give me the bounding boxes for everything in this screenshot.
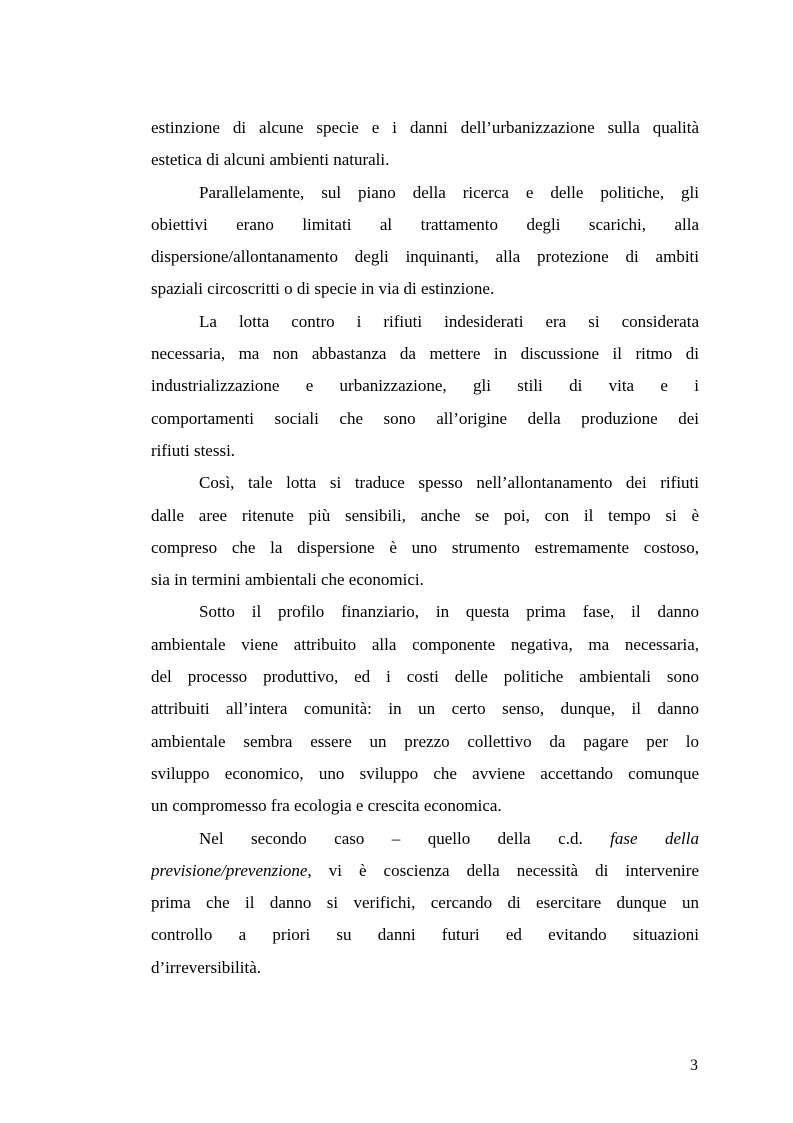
text-line: comportamenti sociali che sono all’origine della produzione dei [151, 408, 699, 428]
text-line: attribuiti all’intera comunità: in un certo senso, dunque, il danno [151, 699, 699, 719]
text-line: sia in termini ambientali che economici. [151, 570, 424, 590]
text-line: La lotta contro i rifiuti indesiderati era si considerata [199, 311, 699, 331]
text-line [151, 855, 699, 887]
text-line: un compromesso fra ecologia e crescita economica. [151, 796, 502, 816]
text-line: prima che il danno si verifichi, cercando di esercitare dunque un [151, 893, 699, 913]
text-line: spaziali circoscritti o di specie in via di estinzione. [151, 279, 495, 299]
text-line: estinzione di alcune specie e i danni dell’urbanizzazione sulla qualità [151, 118, 699, 137]
text-line: dalle aree ritenute più sensibili, anche se poi, con il tempo si è [151, 505, 699, 525]
text-line: ambientale viene attribuito alla componente negativa, ma necessaria, [151, 634, 699, 654]
text-line: industrializzazione e urbanizzazione, gli stili di vita e i [151, 376, 699, 396]
text-line: Parallelamente, sul piano della ricerca e delle politiche, gli [199, 182, 699, 202]
text-line: Così, tale lotta si traduce spesso nell’allontanamento dei rifiuti [199, 473, 699, 493]
page-number: 3 [690, 1057, 698, 1074]
text-line: estetica di alcuni ambienti naturali. [151, 150, 390, 170]
text-segment: Nel secondo caso – quello della c.d. [199, 828, 583, 848]
text-line: controllo a priori su danni futuri ed evitando situazioni [151, 925, 699, 945]
text-line: rifiuti stessi. [151, 440, 236, 460]
text-line [151, 823, 699, 855]
italic-term: previsione/prevenzione [151, 860, 308, 880]
text-line: del processo produttivo, ed i costi delle politiche ambientali sono [151, 667, 699, 687]
text-line: dispersione/allontanamento degli inquinanti, alla protezione di ambiti [151, 247, 699, 267]
text-line: compreso che la dispersione è uno strumento estremamente costoso, [151, 537, 699, 557]
italic-term: fase della [610, 828, 699, 848]
text-line: necessaria, ma non abbastanza da mettere in discussione il ritmo di [151, 344, 699, 364]
text-line: obiettivi erano limitati al trattamento degli scarichi, alla [151, 214, 699, 234]
text-line: ambientale sembra essere un prezzo collettivo da pagare per lo [151, 731, 699, 751]
body-text [151, 112, 699, 984]
text-line: Sotto il profilo finanziario, in questa prima fase, il danno [199, 602, 699, 622]
text-line: d’irreversibilità. [151, 957, 261, 977]
text-segment: , vi è coscienza della necessità di intervenire [307, 860, 699, 880]
text-line: sviluppo economico, uno sviluppo che avviene accettando comunque [151, 763, 699, 783]
